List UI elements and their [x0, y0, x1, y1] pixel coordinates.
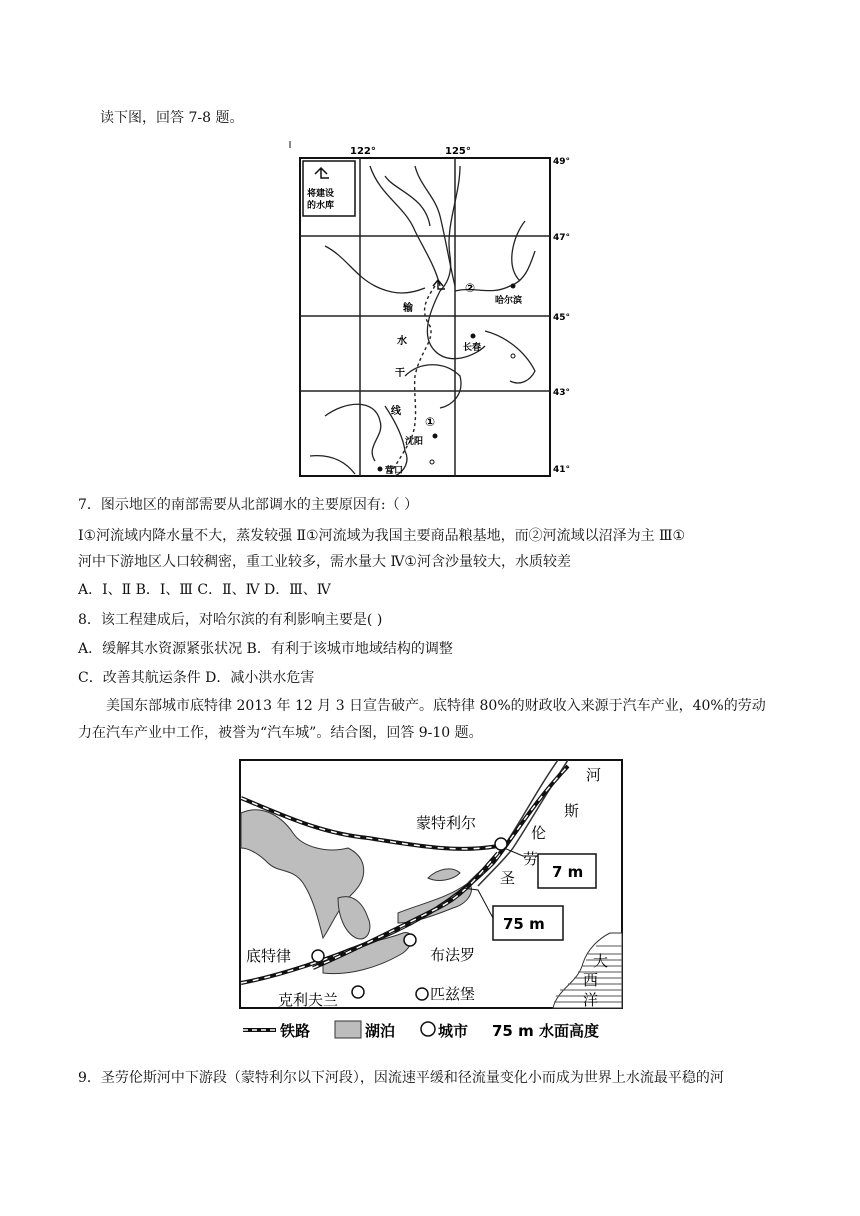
legend-text-1: 将建设	[307, 189, 335, 199]
channel-char-1: 输	[403, 303, 413, 314]
city-dot-shenyang	[433, 434, 438, 439]
city-dot-harbin	[511, 284, 516, 289]
city-label-yingkou: 营口	[385, 466, 404, 476]
q8-options-cd: C．改善其航运条件 D．减小洪水危害	[78, 670, 315, 686]
city-label-shenyang: 沈阳	[405, 437, 424, 447]
lat-label-43: 43°	[553, 388, 571, 398]
q7-options: A．Ⅰ、Ⅱ B．Ⅰ、Ⅲ C．Ⅱ、Ⅳ D．Ⅲ、Ⅳ	[78, 582, 331, 598]
lon-label-125: 125°	[445, 146, 471, 157]
city-label-cleveland: 克利夫兰	[278, 991, 339, 1009]
lon-label-122: 122°	[350, 146, 376, 157]
q8-options-ab: A．缓解其水资源紧张状况 B．有利于该城市地域结构的调整	[78, 641, 453, 657]
channel-char-3: 干	[395, 368, 405, 379]
city-label-detroit: 底特律	[246, 947, 292, 965]
intro-text-2-line-2: 力在汽车产业中工作，被誉为“汽车城”。结合图，回答 9-10 题。	[78, 725, 483, 741]
lat-label-47: 47°	[553, 233, 571, 243]
water-transfer-map	[285, 136, 575, 481]
city-label-montreal: 蒙特利尔	[416, 814, 477, 832]
city-label-harbin: 哈尔滨	[495, 296, 523, 306]
legend-city: 城市	[438, 1022, 469, 1040]
river-char-he: 河	[586, 766, 602, 784]
city-dot-changchun	[471, 334, 476, 339]
lat-label-45: 45°	[553, 313, 571, 323]
lat-label-49: 49°	[553, 157, 571, 167]
map2-legend	[243, 1021, 599, 1040]
river-mark-1: ①	[425, 415, 436, 429]
river-char-si: 斯	[564, 802, 580, 820]
q7-line-2: 河中下游地区人口较稠密，重工业较多，需水量大 Ⅳ①河含沙量较大，水质较差	[78, 554, 571, 570]
q8-stem: 8．该工程建成后，对哈尔滨的有利影响主要是( )	[78, 612, 383, 628]
height-label-75m: 75 m	[503, 915, 545, 933]
city-dot-yingkou	[378, 467, 383, 472]
height-label-7m: 7 m	[552, 863, 584, 881]
intro-text-1: 读下图，回答 7-8 题。	[100, 110, 244, 126]
river-char-lao: 劳	[523, 850, 539, 868]
channel-char-4: 线	[391, 406, 401, 417]
ocean-char-yang: 洋	[583, 991, 599, 1009]
city-label-changchun: 长春	[463, 343, 482, 353]
great-lakes-map	[238, 758, 628, 1048]
q7-stem: 7．图示地区的南部需要从北部调水的主要原因有:（ ）	[78, 497, 419, 513]
river-mark-2: ②	[465, 281, 476, 295]
lat-label-41: 41°	[553, 465, 571, 475]
legend-height: 75 m 水面高度	[492, 1022, 599, 1040]
q7-line-1: Ⅰ①河流域内降水量不大，蒸发较强 Ⅱ①河流域为我国主要商品粮基地，而②河流域以沼泽为主 Ⅲ①	[78, 528, 686, 544]
city-label-pittsburgh: 匹兹堡	[430, 985, 476, 1003]
river-char-sheng: 圣	[500, 869, 516, 887]
legend-railway: 铁路	[280, 1022, 311, 1040]
ocean-char-xi: 西	[583, 971, 599, 989]
q9-line-1: 9．圣劳伦斯河中下游段（蒙特利尔以下河段），因流速平缓和径流量变化小而成为世界上水流最平稳的河	[78, 1070, 724, 1086]
legend-text-2: 的水库	[307, 201, 335, 211]
intro-text-2-line-1: 美国东部城市底特律 2013 年 12 月 3 日宣告破产。底特律 80%的财政收入来源于汽车产业，40%的劳动	[106, 698, 766, 714]
ocean-char-da: 大	[593, 952, 609, 970]
legend-lake: 湖泊	[365, 1022, 396, 1040]
city-label-buffalo: 布法罗	[430, 946, 476, 964]
channel-char-2: 水	[397, 336, 407, 347]
river-char-lun: 伦	[531, 824, 547, 842]
